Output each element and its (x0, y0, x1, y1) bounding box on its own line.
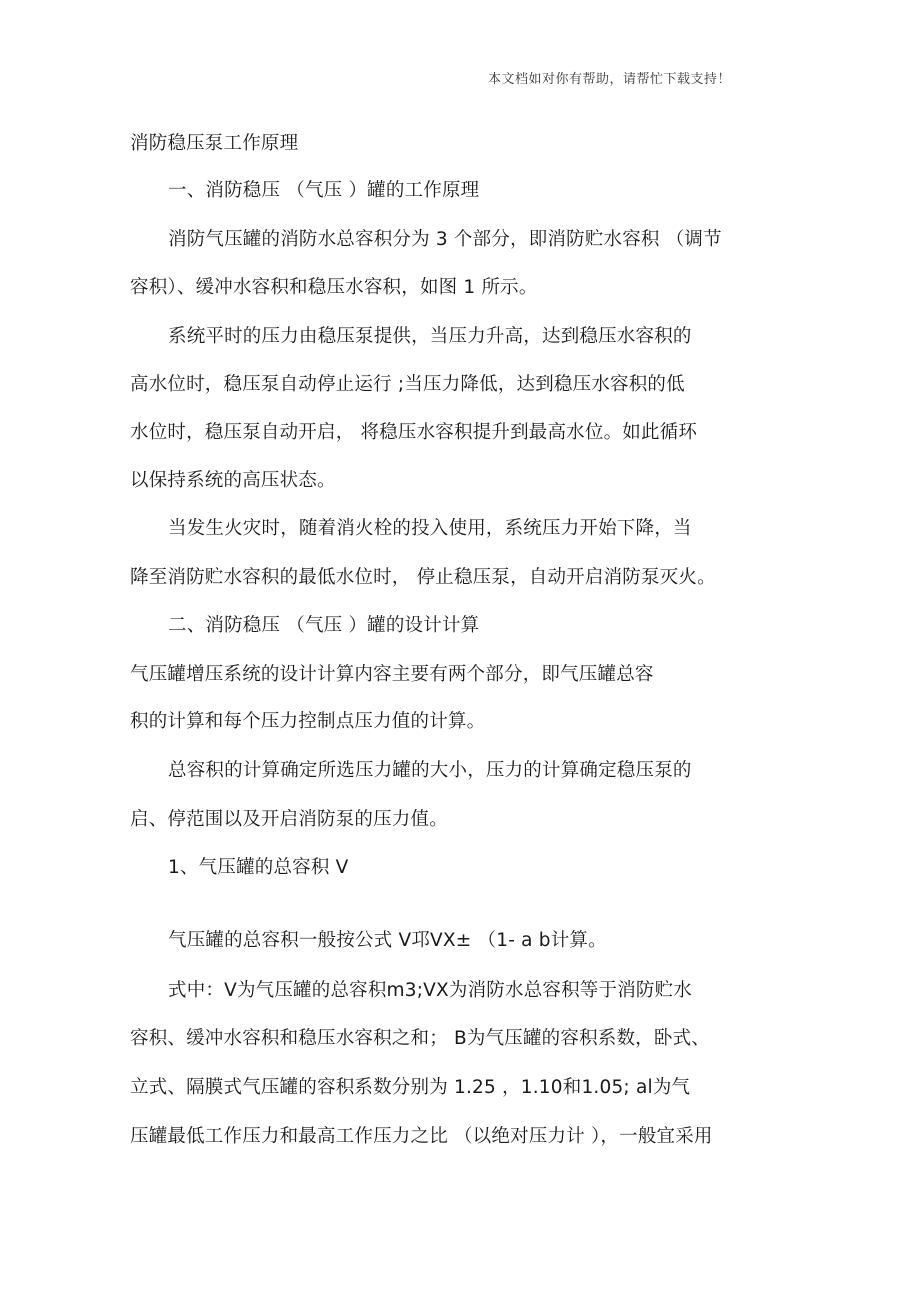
header-note: 本文档如对你有帮助，请帮忙下载支持！ (488, 72, 732, 87)
paragraph-line: 容积）、缓冲水容积和稳压水容积，如图 1 所示。 (130, 277, 538, 298)
paragraph-line: 水位时，稳压泵自动开启， 将稳压水容积提升到最高水位。如此循环 (130, 422, 698, 443)
paragraph-line: 以保持系统的高压状态。 (130, 470, 336, 491)
subsection-heading-1: 1、气压罐的总容积 V (168, 857, 349, 878)
paragraph-line: 降至消防贮水容积的最低水位时， 停止稳压泵，自动开启消防泵灭火。 (130, 567, 716, 588)
paragraph-line: 压罐最低工作压力和最高工作压力之比 （以绝对压力计 ），一般宜采用 (130, 1126, 713, 1147)
paragraph-line: 气压罐增压系统的设计计算内容主要有两个部分，即气压罐总容 (130, 664, 654, 685)
paragraph-line: 式中：V为气压罐的总容积m3;VX为消防水总容积等于消防贮水 (168, 980, 693, 1001)
paragraph-line: 高水位时，稳压泵自动停止运行 ;当压力降低，达到稳压水容积的低 (130, 374, 685, 395)
paragraph-line: 消防气压罐的消防水总容积分为 3 个部分，即消防贮水容积 （调节 (168, 229, 722, 250)
paragraph-line: 总容积的计算确定所选压力罐的大小，压力的计算确定稳压泵的 (168, 760, 692, 781)
document-title: 消防稳压泵工作原理 (130, 133, 299, 154)
paragraph-line: 系统平时的压力由稳压泵提供，当压力升高，达到稳压水容积的 (168, 326, 692, 347)
section-heading-1: 一、消防稳压 （气压 ）罐的工作原理 (168, 180, 480, 201)
formula-line: 气压罐的总容积一般按公式 V邛VX± （1- a b计算。 (168, 930, 607, 951)
paragraph-line: 当发生火灾时，随着消火栓的投入使用，系统压力开始下降，当 (168, 518, 692, 539)
paragraph-line: 立式、隔膜式气压罐的容积系数分别为 1.25 ，1.10和1.05; al为气 (130, 1077, 691, 1098)
section-heading-2: 二、消防稳压 （气压 ）罐的设计计算 (168, 615, 480, 636)
paragraph-line: 容积、缓冲水容积和稳压水容积之和； B为气压罐的容积系数，卧式、 (130, 1028, 710, 1049)
paragraph-line: 启、停范围以及开启消防泵的压力值。 (130, 809, 448, 830)
paragraph-line: 积的计算和每个压力控制点压力值的计算。 (130, 711, 486, 732)
